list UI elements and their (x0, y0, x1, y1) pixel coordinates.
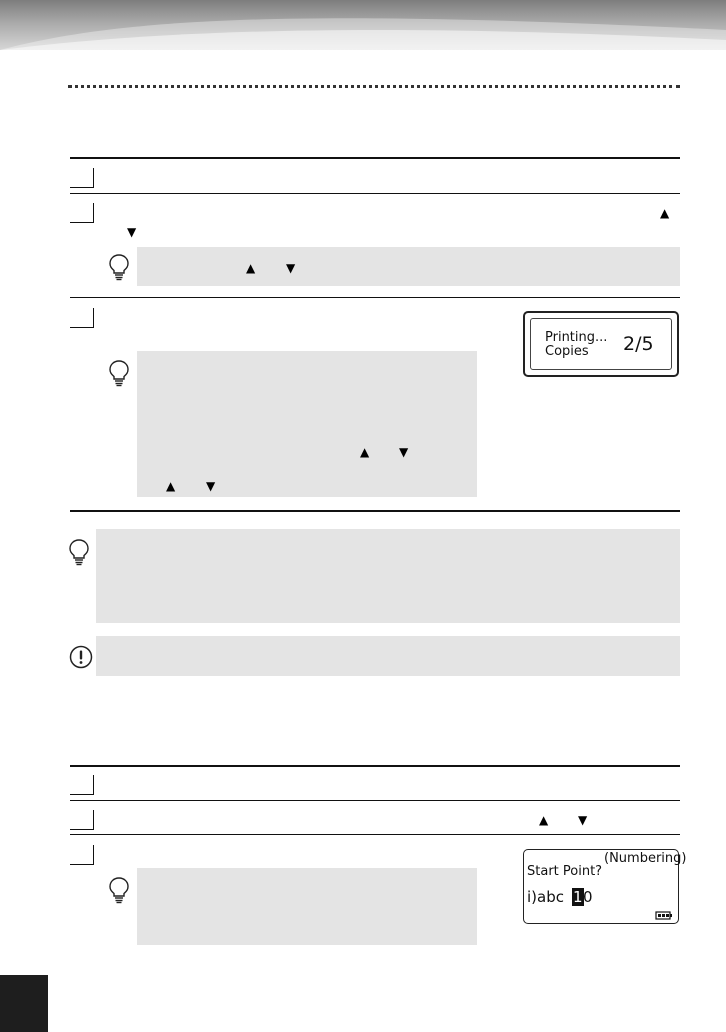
step-divider (70, 193, 680, 194)
lcd-screen (530, 318, 672, 370)
section-top-rule (70, 157, 680, 159)
arrow-down-icon: ▼ (286, 261, 296, 275)
section-top-rule (70, 765, 680, 767)
lcd-text-before-cursor: i)abc (527, 888, 564, 906)
step-divider (70, 800, 680, 801)
arrow-down-icon: ▼ (399, 445, 409, 459)
step-1-box (70, 775, 94, 795)
section-bottom-rule (70, 510, 680, 512)
lightbulb-icon (107, 359, 131, 387)
step-3-box (70, 845, 94, 865)
lcd-line-printing: Printing... (545, 330, 608, 345)
step-divider (70, 834, 680, 835)
step-3-box (70, 308, 94, 328)
arrow-up-icon: ▲ (246, 261, 256, 275)
arrow-up-icon: ▲ (166, 479, 176, 493)
exclamation-icon (69, 645, 93, 669)
lcd-prompt: Start Point? (527, 864, 603, 879)
lightbulb-icon (107, 876, 131, 904)
lightbulb-icon (107, 253, 131, 281)
step-1-box (70, 168, 94, 188)
header-sweep-graphic (0, 0, 726, 50)
lcd-copy-counter: 2/5 (623, 333, 654, 355)
arrow-up-icon: ▲ (539, 813, 549, 827)
step-3-hint-box (137, 868, 477, 945)
arrow-down-icon: ▼ (578, 813, 588, 827)
lcd-cursor: 1 (573, 888, 583, 906)
lcd-mode-label: (Numbering) (604, 851, 687, 866)
arrow-up-icon: ▲ (660, 206, 670, 220)
page-side-tab (0, 975, 48, 1032)
lightbulb-icon (67, 538, 91, 566)
step-2-box (70, 203, 94, 223)
battery-icon (655, 911, 673, 920)
lcd-text-after-cursor: 0 (583, 888, 593, 906)
step-2-box (70, 810, 94, 830)
step-3-hint-box (137, 351, 477, 497)
section-dotted-rule (68, 85, 680, 88)
caution-note-box (96, 636, 680, 676)
arrow-down-icon: ▼ (127, 225, 137, 239)
arrow-down-icon: ▼ (206, 479, 216, 493)
step-divider (70, 297, 680, 298)
lcd-line-copies: Copies (545, 344, 589, 359)
step-2-hint-box (137, 247, 680, 286)
lcd-display-printing (523, 311, 679, 377)
arrow-up-icon: ▲ (360, 445, 370, 459)
tip-note-box (96, 529, 680, 623)
lcd-display-numbering (523, 849, 687, 924)
